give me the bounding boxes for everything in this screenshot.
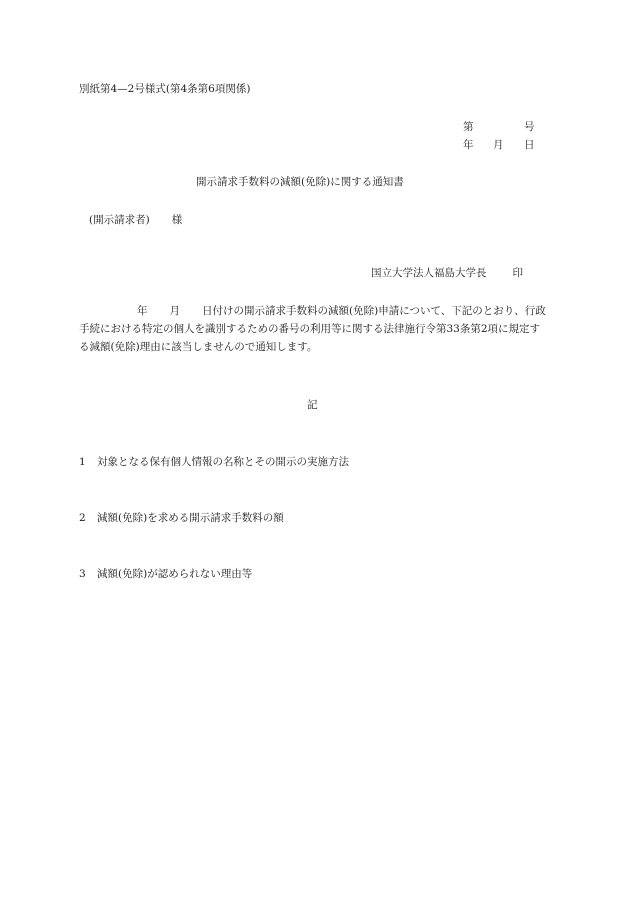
requester-honorific: 様 [171,214,183,226]
list-item [79,567,252,581]
page-title: 開示請求手数料の減額(免除)に関する通知書 [196,176,404,188]
item-number: 2 [79,512,86,524]
body-month: 月 [169,305,180,317]
item-number: 3 [79,568,86,580]
list-item [79,455,349,469]
list-item [79,511,284,525]
item-text: 減額(免除)が認められない理由等 [97,568,253,580]
requester [89,213,182,227]
notice-body [79,302,549,356]
item-text: 対象となる保有個人情報の名称とその開示の実施方法 [97,456,349,468]
form-label: 別紙第4—2号様式(第4条第6項関係) [79,83,251,95]
document-number-prefix: 第 [463,121,474,133]
ki-heading: 記 [307,399,318,411]
item-text: 減額(免除)を求める開示請求手数料の額 [97,512,284,524]
body-year: 年 [137,305,148,317]
document-number-suffix: 号 [524,121,535,133]
date-month: 月 [493,139,504,151]
requester-label: (開示請求者) [89,214,150,226]
item-number: 1 [79,456,86,468]
sender [371,266,523,280]
body-text: 日付けの開示請求手数料の減額(免除)申請について、下記のとおり、行政手続における特定の個人を識別するための番号の利用等に関する法律施行令第33条第2項に規定する減額(免除)理由に該当しませんので通知します。 [79,305,546,353]
sender-name: 国立大学法人福島大学長 [371,267,487,279]
date-year: 年 [463,139,474,151]
seal-mark: 印 [512,267,523,279]
date-day: 日 [524,139,535,151]
